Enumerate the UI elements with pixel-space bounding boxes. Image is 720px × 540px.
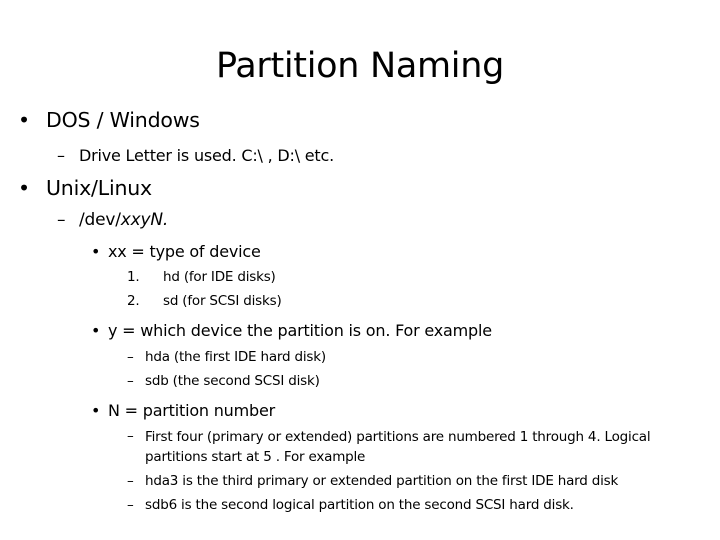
xx-label: xx = type of device [108,242,261,261]
dash-marker: – [127,497,134,513]
n-item-text: First four (primary or extended) partitions are numbered 1 through 4. Logical partitions start at 5 . For example [145,429,651,465]
slide-title: Partition Naming [215,46,505,86]
drive-letter-text: Drive Letter is used. C:\ , D:\ etc. [79,146,334,165]
dash-marker: – [127,349,134,365]
xx-item-text: hd (for IDE disks) [163,269,276,285]
xx-item-text: sd (for SCSI disks) [163,293,282,309]
dos-label: DOS / Windows [46,108,200,132]
bullet-marker: • [18,176,30,200]
y-item-text: sdb (the second SCSI disk) [145,373,320,389]
xx-item-number: 1. [127,269,140,285]
dev-path [79,208,168,232]
n-item-1 [127,427,697,467]
dash-marker: – [127,373,134,389]
bullet-marker: • [91,401,101,420]
n-item-text: hda3 is the third primary or extended partition on the first IDE hard disk [145,473,619,489]
bullet-marker: • [91,242,101,261]
dev-prefix: /dev/ [79,210,121,230]
dash-marker: – [57,210,66,230]
dash-marker: – [127,428,134,444]
bullet-marker: • [18,108,30,132]
dash-marker: – [127,473,134,489]
y-label: y = which device the partition is on. For example [108,321,492,340]
xx-item-number: 2. [127,293,140,309]
n-item-text: sdb6 is the second logical partition on the second SCSI hard disk. [145,497,574,513]
unix-label: Unix/Linux [46,176,152,200]
dash-marker: – [57,146,65,165]
dev-italic: xxy [120,210,151,230]
y-item-text: hda (the first IDE hard disk) [145,349,326,365]
n-label: N = partition number [108,401,275,420]
dev-suffix: N. [150,210,169,230]
bullet-marker: • [91,321,101,340]
